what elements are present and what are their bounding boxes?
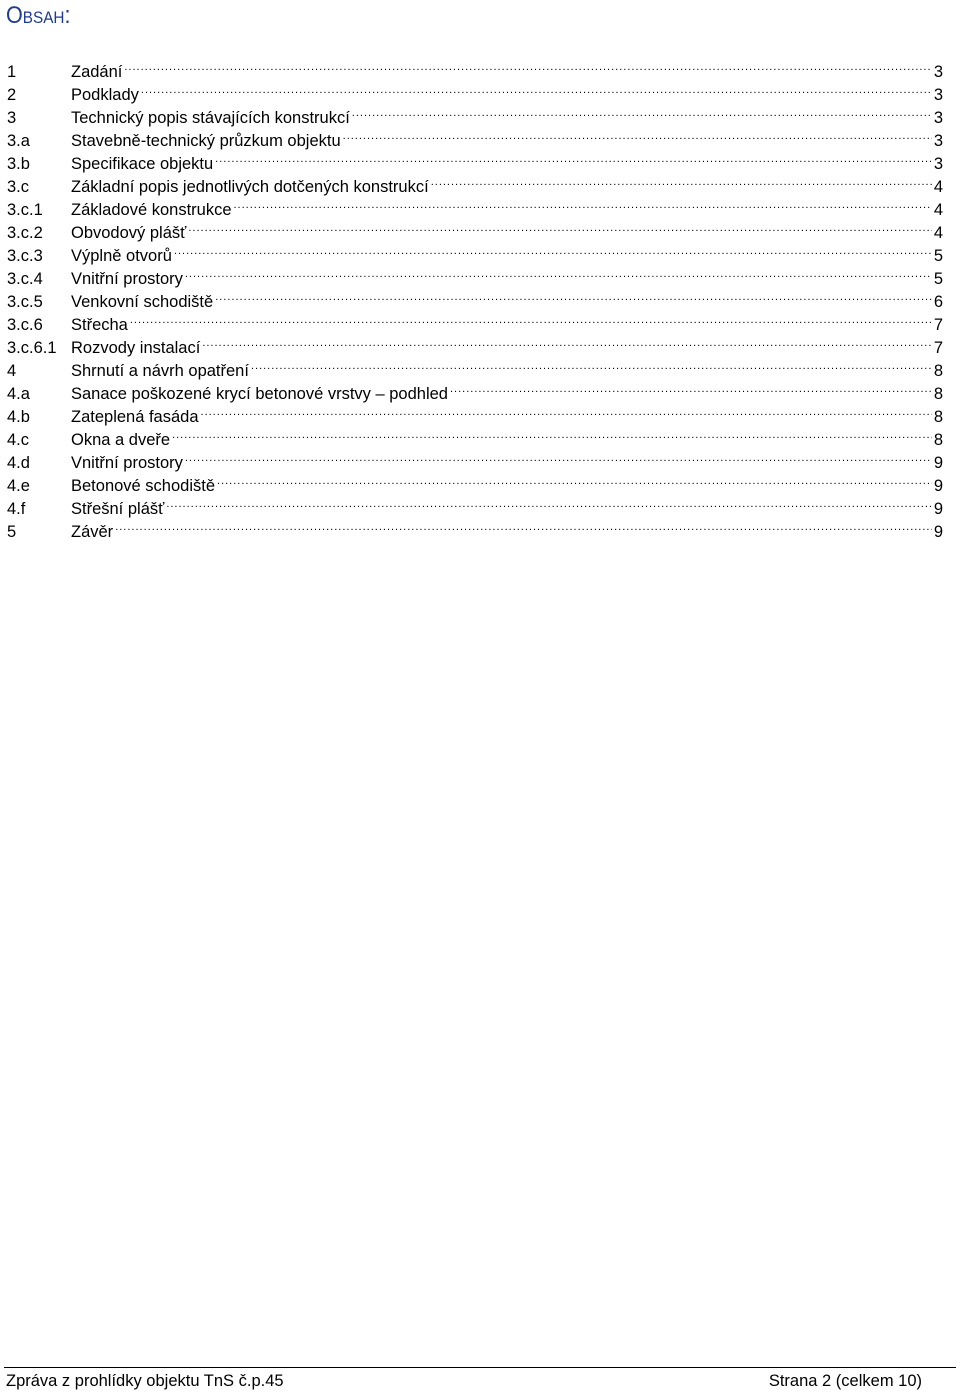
toc-entry-title: Venkovní schodiště <box>71 293 214 311</box>
toc-entry-number: 4.b <box>7 408 30 426</box>
toc-entry-title: Výplně otvorů <box>71 247 172 265</box>
toc-entry-number: 3 <box>7 109 17 127</box>
toc-entry-number: 3.c <box>7 178 30 196</box>
toc-entry[interactable] <box>7 514 943 541</box>
toc-dot-leader <box>130 307 932 330</box>
toc-entry-page: 3 <box>933 155 943 173</box>
toc-entry-page: 8 <box>933 385 943 403</box>
toc-entry-title: Vnitřní prostory <box>71 454 183 472</box>
toc-dot-leader <box>343 123 932 146</box>
toc-entry-title: Specifikace objektu <box>71 155 214 173</box>
toc-entry-page: 3 <box>933 86 943 104</box>
toc-entry-page: 3 <box>933 109 943 127</box>
toc-dot-leader <box>202 330 932 353</box>
toc-entry-page: 8 <box>933 431 943 449</box>
toc-entry-number: 3.c.3 <box>7 247 43 265</box>
footer-divider <box>4 1367 956 1368</box>
toc-entry-number: 3.c.2 <box>7 224 43 242</box>
toc-entry-title: Stavebně-technický průzkum objektu <box>71 132 341 150</box>
toc-entry-page: 8 <box>933 362 943 380</box>
toc-entry-title: Betonové schodiště <box>71 477 216 495</box>
toc-entry-page: 6 <box>933 293 943 311</box>
toc-entry-title: Střešní plášť <box>71 500 165 518</box>
toc-entry-number: 4 <box>7 362 17 380</box>
toc-dot-leader <box>124 54 931 77</box>
toc-entry-page: 9 <box>933 523 943 541</box>
toc-entry-page: 4 <box>933 224 943 242</box>
toc-entry-title: Závěr <box>71 523 114 541</box>
toc-entry[interactable] <box>7 307 943 334</box>
table-of-contents <box>7 54 943 541</box>
toc-entry-number: 4.d <box>7 454 30 472</box>
toc-entry-title: Rozvody instalací <box>71 339 201 357</box>
toc-dot-leader <box>141 77 932 100</box>
toc-dot-leader <box>185 445 932 468</box>
toc-entry-page: 9 <box>933 477 943 495</box>
toc-entry-number: 3.c.1 <box>7 201 43 219</box>
toc-entry-title: Technický popis stávajících konstrukcí <box>71 109 350 127</box>
toc-dot-leader <box>352 100 932 123</box>
toc-entry[interactable] <box>7 77 943 104</box>
toc-dot-leader <box>251 353 932 376</box>
toc-entry-number: 4.c <box>7 431 30 449</box>
toc-dot-leader <box>431 169 932 192</box>
toc-entry-page: 3 <box>933 132 943 150</box>
toc-entry-page: 9 <box>933 500 943 518</box>
footer-document-title: Zpráva z prohlídky objektu TnS č.p.45 <box>6 1372 284 1390</box>
toc-entry-number: 3.a <box>7 132 30 150</box>
toc-entry-page: 7 <box>933 316 943 334</box>
toc-dot-leader <box>115 514 932 537</box>
toc-entry-page: 5 <box>933 247 943 265</box>
toc-dot-leader <box>185 261 932 284</box>
toc-entry-number: 3.c.6.1 <box>7 339 57 357</box>
toc-dot-leader <box>166 491 932 514</box>
toc-entry-title: Sanace poškozené krycí betonové vrstvy – podhled <box>71 385 448 403</box>
toc-entry-title: Základové konstrukce <box>71 201 232 219</box>
toc-dot-leader <box>234 192 932 215</box>
toc-dot-leader <box>201 399 932 422</box>
toc-entry-title: Základní popis jednotlivých dotčených konstrukcí <box>71 178 429 196</box>
toc-entry-page: 7 <box>933 339 943 357</box>
toc-entry-title: Zadání <box>71 63 123 81</box>
toc-dot-leader <box>188 215 931 238</box>
toc-entry-page: 3 <box>933 63 943 81</box>
toc-entry-title: Obvodový plášť <box>71 224 187 242</box>
toc-dot-leader <box>215 146 932 169</box>
toc-entry-number: 4.e <box>7 477 30 495</box>
toc-entry-title: Střecha <box>71 316 128 334</box>
toc-entry-page: 5 <box>933 270 943 288</box>
toc-entry-number: 3.b <box>7 155 30 173</box>
toc-dot-leader <box>450 376 932 399</box>
toc-entry-number: 2 <box>7 86 17 104</box>
toc-entry-number: 3.c.5 <box>7 293 43 311</box>
toc-entry-title: Zateplená fasáda <box>71 408 199 426</box>
toc-entry[interactable] <box>7 330 943 357</box>
toc-entry-page: 9 <box>933 454 943 472</box>
footer-page-number: Strana 2 (celkem 10) <box>768 1372 922 1390</box>
toc-entry-page: 4 <box>933 178 943 196</box>
toc-entry[interactable] <box>7 100 943 127</box>
toc-entry[interactable] <box>7 54 943 81</box>
toc-entry-title: Shrnutí a návrh opatření <box>71 362 249 380</box>
toc-entry-title: Okna a dveře <box>71 431 171 449</box>
toc-entry-page: 8 <box>933 408 943 426</box>
toc-entry-title: Podklady <box>71 86 139 104</box>
toc-dot-leader <box>174 238 932 261</box>
toc-entry-number: 1 <box>7 63 17 81</box>
toc-entry-number: 5 <box>7 523 17 541</box>
toc-entry-number: 4.a <box>7 385 30 403</box>
toc-dot-leader <box>217 468 932 491</box>
toc-entry-number: 3.c.4 <box>7 270 43 288</box>
page-title: Obsah: <box>6 2 71 29</box>
toc-entry-number: 3.c.6 <box>7 316 43 334</box>
toc-entry-page: 4 <box>933 201 943 219</box>
toc-dot-leader <box>172 422 932 445</box>
toc-entry-title: Vnitřní prostory <box>71 270 183 288</box>
toc-entry-number: 4.f <box>7 500 26 518</box>
toc-dot-leader <box>215 284 932 307</box>
